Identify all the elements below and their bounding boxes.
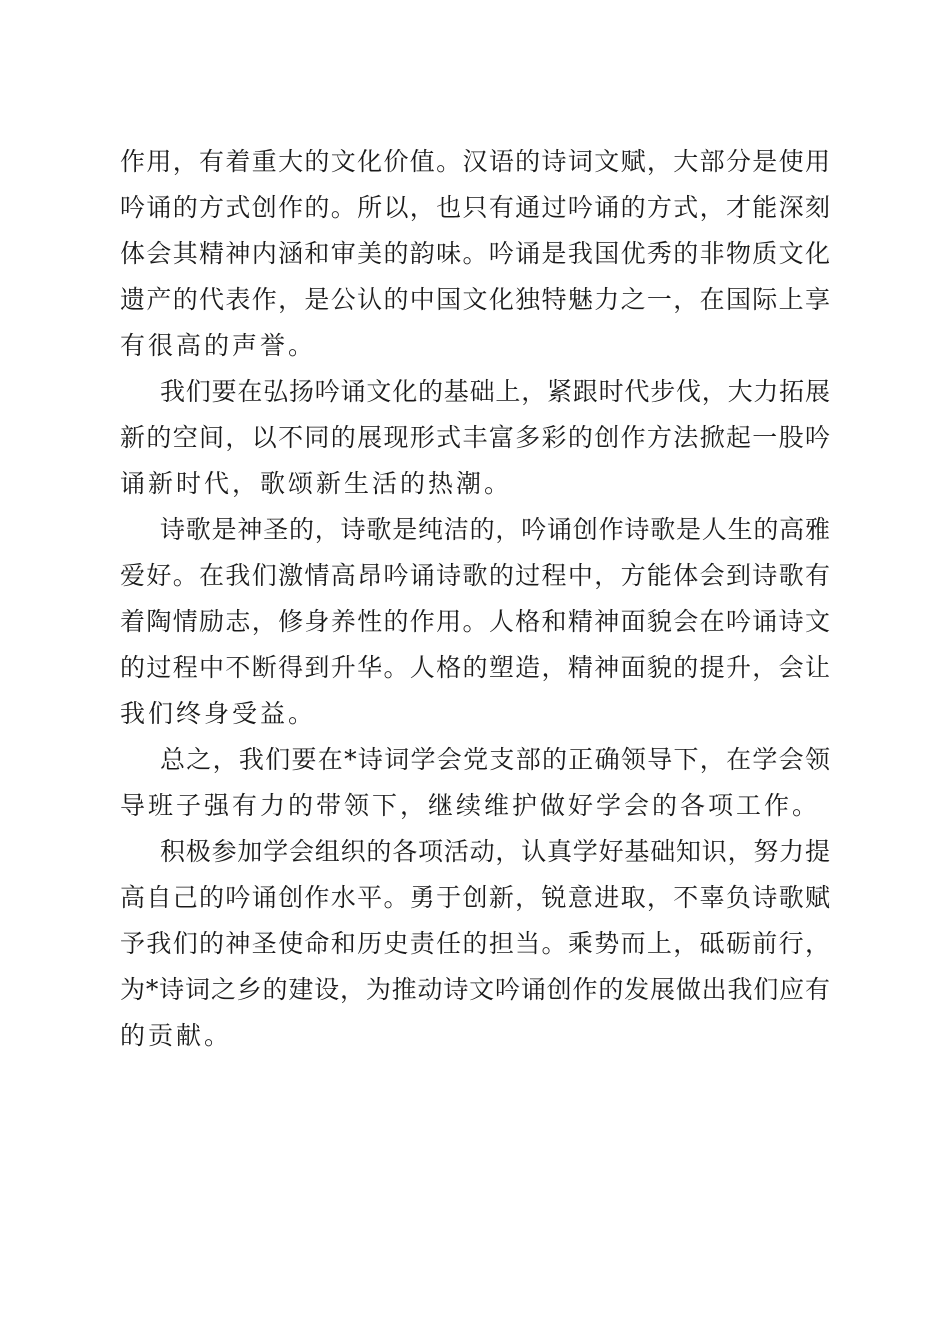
paragraph-3-line-4: 的过程中不断得到升华。人格的塑造，精神面貌的提升，会让	[120, 653, 830, 682]
paragraph-2-line-2: 新的空间，以不同的展现形式丰富多彩的创作方法掀起一股吟	[120, 423, 830, 452]
paragraph-5-line-5: 的贡献。	[120, 1021, 233, 1050]
paragraph-3-line-2: 爱好。在我们激情高昂吟诵诗歌的过程中，方能体会到诗歌有	[120, 561, 830, 590]
paragraph-5-line-2: 高自己的吟诵创作水平。勇于创新，锐意进取，不辜负诗歌赋	[120, 883, 830, 912]
paragraph-3-line-5: 我们终身受益。	[120, 699, 317, 728]
paragraph-1-line-4: 遗产的代表作，是公认的中国文化独特魅力之一，在国际上享	[120, 285, 830, 314]
paragraph-2-line-3: 诵新时代，歌颂新生活的热潮。	[120, 469, 513, 498]
paragraph-5-line-3: 予我们的神圣使命和历史责任的担当。乘势而上，砥砺前行，	[120, 929, 830, 958]
paragraph-4-line-2: 导班子强有力的带领下，继续维护做好学会的各项工作。	[120, 791, 821, 820]
paragraph-1-line-3: 体会其精神内涵和审美的韵味。吟诵是我国优秀的非物质文化	[120, 239, 830, 268]
body-text	[120, 139, 830, 1059]
paragraph-4-line-1: 总之，我们要在*诗词学会党支部的正确领导下，在学会领	[160, 745, 830, 774]
paragraph-1-line-1: 作用，有着重大的文化价值。汉语的诗词文赋，大部分是使用	[120, 147, 830, 176]
paragraph-3-line-3: 着陶情励志，修身养性的作用。人格和精神面貌会在吟诵诗文	[120, 607, 830, 636]
paragraph-1-line-2: 吟诵的方式创作的。所以，也只有通过吟诵的方式，才能深刻	[120, 193, 830, 222]
paragraph-1-line-5: 有很高的声誉。	[120, 331, 317, 360]
paragraph-3-line-1: 诗歌是神圣的，诗歌是纯洁的，吟诵创作诗歌是人生的高雅	[160, 515, 830, 544]
paragraph-2-line-1: 我们要在弘扬吟诵文化的基础上，紧跟时代步伐，大力拓展	[160, 377, 830, 406]
paragraph-5-line-4: 为*诗词之乡的建设，为推动诗文吟诵创作的发展做出我们应有	[120, 975, 830, 1004]
paragraph-5-line-1: 积极参加学会组织的各项活动，认真学好基础知识，努力提	[160, 837, 830, 866]
